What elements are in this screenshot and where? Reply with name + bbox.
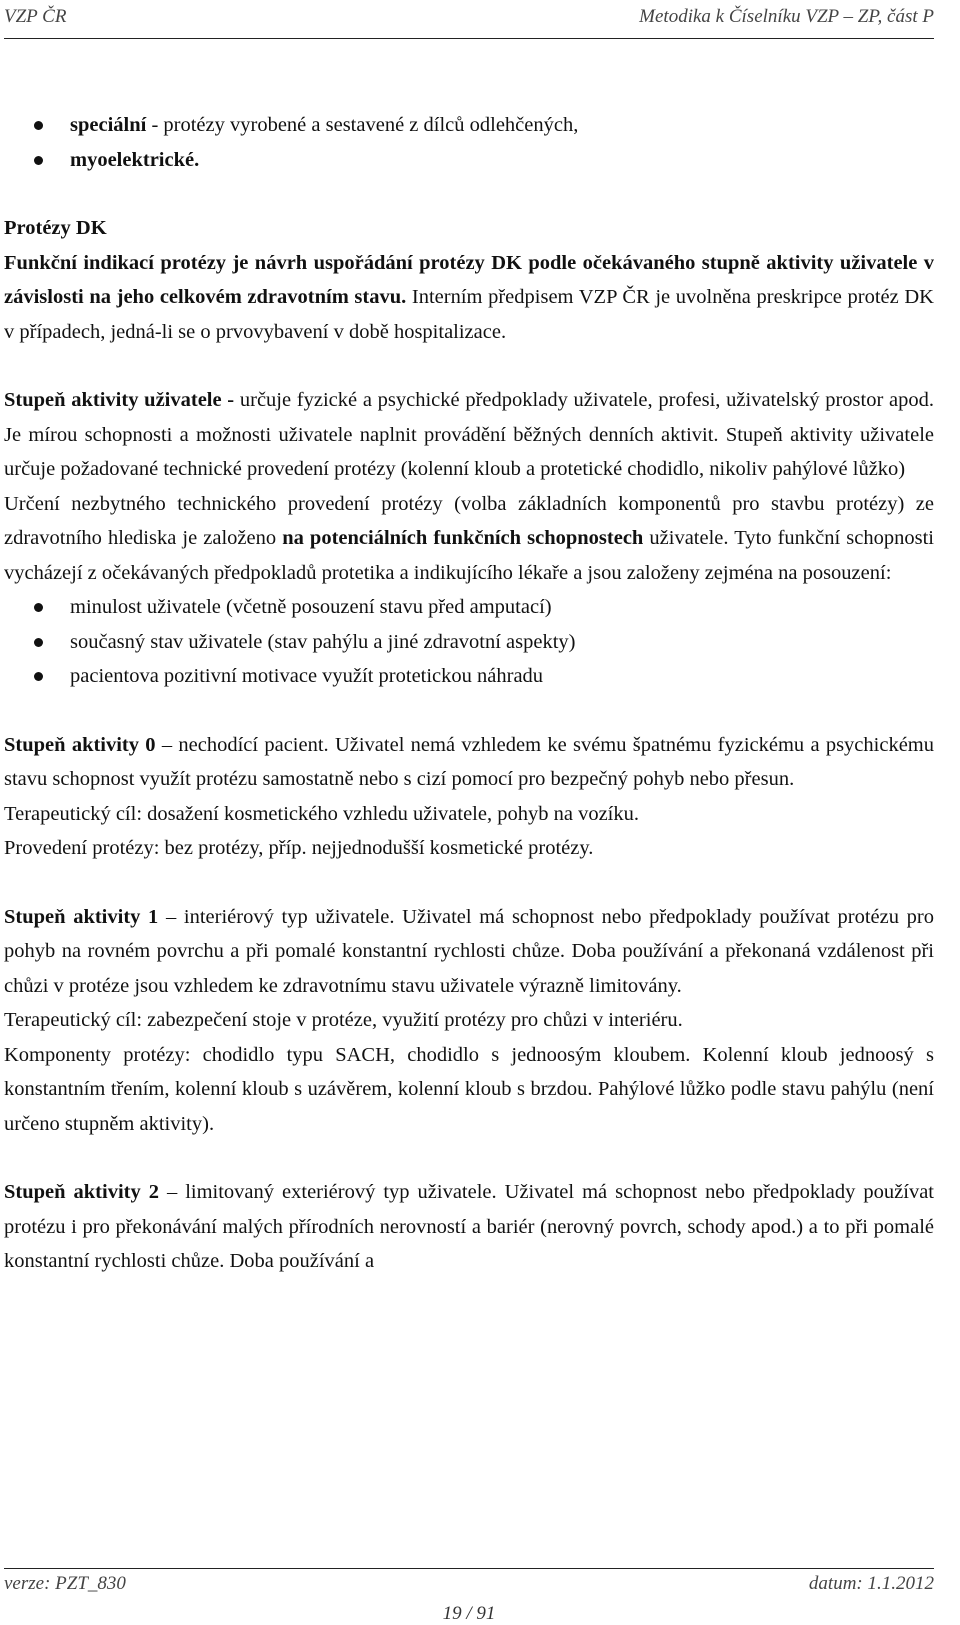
footer-date: datum: 1.1.2012 — [808, 1573, 934, 1594]
list-item: pacientova pozitivní motivace využít protetickou náhradu — [4, 659, 934, 694]
stupen-1-cil: Terapeutický cíl: zabezpečení stoje v protéze, využití protézy pro chůzi v interiéru. — [4, 1009, 683, 1031]
page-footer — [4, 1568, 934, 1624]
list-item: myoelektrické. — [4, 143, 934, 178]
stupen-0-cil: Terapeutický cíl: dosažení kosmetického vzhledu uživatele, pohyb na vozíku. — [4, 802, 639, 825]
paragraph-stupen-1: Stupeň aktivity 1 – interiérový typ uživatele. Uživatel má schopnost nebo předpoklady používat protézu pro pohyb na rovném povrchu a při pomalé konstantní rychlosti chůze. Doba používání a překonaná vzdálenost při chůzi v protéze jsou vzhledem ke zdravotnímu stavu uživatele výrazně limitovány. — [4, 905, 934, 997]
list-item: současný stav uživatele (stav pahýlu a jiné zdravotní aspekty) — [4, 625, 934, 660]
document-body — [4, 108, 934, 1279]
list-item: speciální - protézy vyrobené a sestavené z dílců odlehčených, — [4, 108, 934, 143]
paragraph-stupen-2: Stupeň aktivity 2 – limitovaný exteriérový typ uživatele. Uživatel má schopnost nebo předpoklady používat protézu i pro překonávání malých přírodních nerovností a bariér (nerovný povrch, schody apod.) a to při pomalé konstantní rychlosti chůze. Doba používání a — [4, 1181, 934, 1272]
bullet-list-types — [4, 108, 934, 177]
header-right: Metodika k Číselníku VZP – ZP, část P — [639, 6, 934, 27]
list-item: minulost uživatele (včetně posouzení stavu před amputací) — [4, 590, 934, 625]
paragraph-urceni-provedeni: Určení nezbytného technického provedení protézy (volba základních komponentů pro stavbu protézy) ze zdravotního hlediska je založeno na potenciálních funkčních schopnostech uživatele. Tyto funkční schopnosti vycházejí z očekávaných předpokladů protetika a indikujícího lékaře a jsou založeny zejména na posouzení: — [4, 492, 934, 584]
page-header — [4, 6, 934, 39]
bullet-list-posouzeni — [4, 590, 934, 694]
header-left: VZP ČR — [4, 6, 67, 27]
stupen-0-provedeni: Provedení protézy: bez protézy, příp. nejjednodušší kosmetické protézy. — [4, 837, 594, 859]
paragraph-stupen-0: Stupeň aktivity 0 – nechodící pacient. Uživatel nemá vzhledem ke svému špatnému fyzickému a psychickému stavu schopnost využít protézu samostatně nebo s cizí pomocí pro bezpečný pohyb nebo přesun. — [4, 733, 934, 790]
section-heading-protezy-dk: Protézy DK — [4, 217, 107, 239]
footer-version: verze: PZT_830 — [4, 1573, 126, 1594]
paragraph-funkcni-indikace: Funkční indikací protézy je návrh uspořádání protézy DK podle očekávaného stupně aktivity uživatele v závislosti na jeho celkovém zdravotním stavu. Interním předpisem VZP ČR je uvolněna preskripce protéz DK v případech, jedná-li se o prvovybavení v době hospitalizace. — [4, 251, 934, 343]
stupen-1-komponenty: Komponenty protézy: chodidlo typu SACH, chodidlo s jednoosým kloubem. Kolenní kloub jednoosý s konstantním třením, kolenní kloub s uzávěrem, kolenní kloub s brzdou. Pahýlové lůžko podle stavu pahýlu (není určeno stupněm aktivity). — [4, 1043, 934, 1135]
paragraph-stupen-aktivity-definition: Stupeň aktivity uživatele - určuje fyzické a psychické předpoklady uživatele, profesi, uživatelský prostor apod. Je mírou schopnosti a možnosti uživatele naplnit provádění běžných denních aktivit. Stupeň aktivity uživatele určuje požadované technické provedení protézy (kolenní kloub a protetické chodidlo, nikoliv pahýlové lůžko) — [4, 389, 934, 480]
page-number: 19 / 91 — [442, 1603, 496, 1624]
